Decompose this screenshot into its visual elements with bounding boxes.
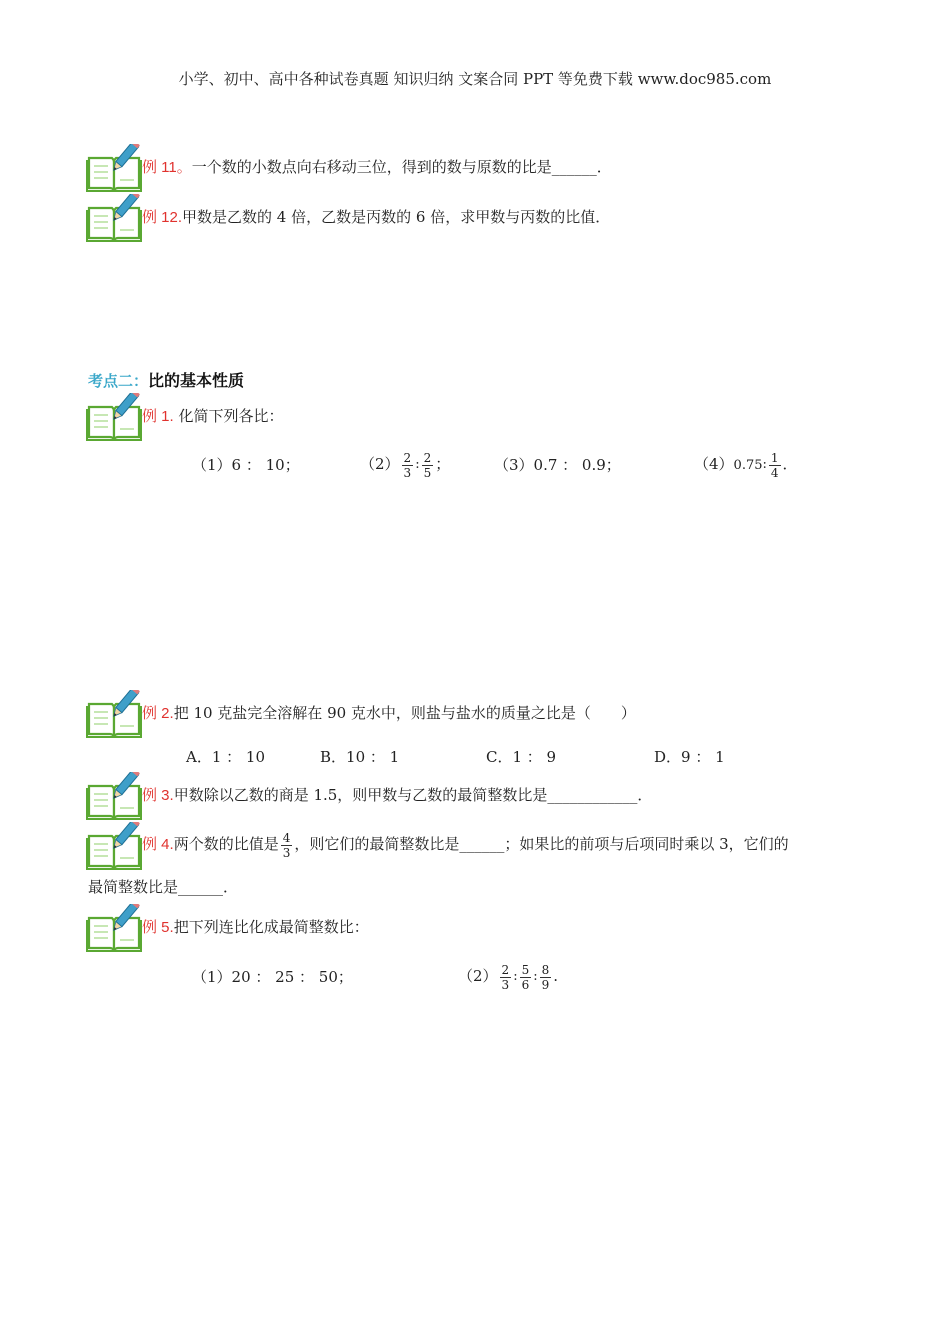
numerator: 2 [423, 450, 432, 465]
example-label: 例 11 [142, 159, 177, 176]
example-text: 两个数的比值是 [173, 835, 279, 853]
ex1-part-2 [360, 444, 450, 485]
example-label-sep: . [169, 787, 174, 804]
page-header: 小学、初中、高中各种试卷真题 知识归纳 文案合同 PPT 等免费下载 www.doc985.com [178, 70, 772, 88]
book-pen-icon [86, 772, 142, 820]
example-4 [142, 824, 789, 865]
ex1-part-1: （1）6 ： 10； [192, 456, 300, 474]
example-text: 甲数是乙数的 4 倍，乙数是丙数的 6 倍，求甲数与丙数的比值． [182, 208, 611, 226]
option-b: B．10 ： 1 [320, 748, 400, 766]
denominator: 9 [541, 977, 550, 992]
example-12 [142, 206, 610, 229]
section-prefix: 考点二： [88, 373, 149, 390]
numerator: 1 [770, 450, 779, 465]
numerator: 4 [282, 830, 291, 845]
option-c: C．1 ： 9 [486, 748, 557, 766]
denominator: 5 [423, 465, 432, 480]
fraction [402, 451, 414, 480]
decimal: 0.75 [733, 458, 763, 473]
part-prefix: （4） [694, 455, 734, 473]
example-label: 例 3 [142, 787, 170, 804]
example-text: 甲数除以乙数的商是 1.5，则甲数与乙数的最简整数比是____________． [173, 786, 653, 804]
example-label: 例 5 [142, 919, 170, 936]
example-label: 例 12 [142, 209, 178, 226]
colon: : [533, 969, 538, 984]
part-prefix: （2） [458, 967, 498, 985]
fraction [500, 963, 512, 992]
fraction [281, 831, 293, 860]
example-label-sep: . [169, 705, 174, 722]
example-label: 例 4 [142, 836, 170, 853]
example-label: 例 2 [142, 705, 170, 722]
example-label-sep: . [169, 408, 174, 425]
example-label-sep: 。 [176, 159, 192, 176]
section-title: 比的基本性质 [148, 373, 245, 390]
ex5-part-2 [458, 956, 558, 997]
denominator: 6 [521, 977, 530, 992]
book-pen-icon [86, 194, 142, 242]
option-d: D．9 ： 1 [654, 748, 725, 766]
numerator: 5 [521, 962, 530, 977]
example-text: 化简下列各比： [173, 407, 284, 425]
example-11 [142, 156, 612, 179]
example-label-sep: . [169, 919, 174, 936]
part-prefix: （2） [360, 455, 400, 473]
denominator: 3 [403, 465, 412, 480]
example-text: 把下列连比化成最简整数比： [173, 918, 369, 936]
colon: : [513, 969, 518, 984]
denominator: 3 [501, 977, 510, 992]
fraction [540, 963, 552, 992]
book-pen-icon [86, 393, 142, 441]
book-pen-icon [86, 690, 142, 738]
part-end: . [553, 967, 559, 985]
example-5 [142, 916, 369, 939]
example-text: 把 10 克盐完全溶解在 90 克水中，则盐与盐水的质量之比是（ ） [173, 704, 636, 722]
numerator: 8 [541, 962, 550, 977]
example-text: 一个数的小数点向右移动三位，得到的数与原数的比是______． [191, 158, 612, 176]
book-pen-icon [86, 822, 142, 870]
colon: : [415, 457, 420, 472]
numerator: 2 [501, 962, 510, 977]
denominator: 4 [770, 465, 779, 480]
book-pen-icon [86, 904, 142, 952]
numerator: 2 [403, 450, 412, 465]
ex1-part-3: （3）0.7 ： 0.9； [494, 456, 621, 474]
fraction [520, 963, 532, 992]
example-1 [142, 405, 283, 428]
book-pen-icon [86, 144, 142, 192]
denominator: 3 [282, 845, 291, 860]
example-3 [142, 784, 652, 807]
part-end: ； [435, 455, 451, 473]
example-label-sep: . [177, 209, 183, 226]
example-label-sep: . [169, 836, 174, 853]
example-label: 例 1 [142, 408, 170, 425]
example-4-line-2: 最简整数比是______． [88, 878, 239, 896]
fraction [422, 451, 434, 480]
colon: : [762, 457, 767, 472]
section-heading [88, 370, 244, 393]
ex5-part-1: （1）20 ： 25 ： 50； [192, 968, 353, 986]
fraction [769, 451, 781, 480]
part-end: ． [782, 455, 798, 473]
example-2 [142, 702, 636, 725]
ex1-part-4 [694, 444, 798, 486]
example-text-cont: ，则它们的最简整数比是______；如果比的前项与后项同时乘以 3，它们的 [294, 835, 789, 853]
option-a: A．1 ： 10 [186, 748, 265, 766]
